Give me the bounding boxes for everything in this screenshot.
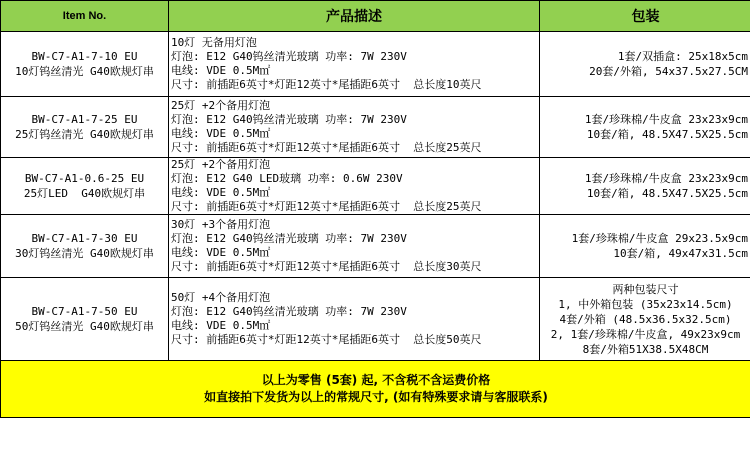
desc-size: 尺寸: 前插距6英寸*灯距12英寸*尾插距6英寸 总长度25英尺: [171, 141, 482, 154]
desc-bulb: 灯泡: E12 G40 LED玻璃 功率: 0.6W 230V: [171, 172, 403, 185]
desc-size: 尺寸: 前插距6英寸*灯距12英寸*尾插距6英寸 总长度50英尺: [171, 333, 482, 346]
table-row: [1, 215, 750, 278]
item-number-cell: [1, 158, 169, 215]
pack-line: 10套/箱, 48.5X47.5X25.5cm: [586, 187, 748, 200]
footer-note: [1, 361, 750, 418]
item-code: BW-C7-A1-7-25 EU: [31, 113, 138, 126]
description-cell: [169, 278, 540, 361]
item-name: 30灯钨丝清光 G40欧规灯串: [15, 247, 154, 260]
desc-bulb: 灯泡: E12 G40钨丝清光玻璃 功率: 7W 230V: [171, 305, 407, 318]
pack-line: 10套/箱, 49x47x31.5cm: [613, 247, 748, 260]
description-cell: [169, 158, 540, 215]
header-packaging: 包装: [540, 1, 750, 32]
item-number-cell: [1, 32, 169, 97]
desc-count: 25灯 +2个备用灯泡: [171, 158, 271, 171]
footer-line: 以上为零售 (5套) 起, 不含税不含运费价格: [261, 373, 491, 387]
description-cell: [169, 97, 540, 158]
pack-line: 1套/双插盒: 25x18x5cm: [617, 50, 748, 63]
item-code: BW-C7-A1-7-50 EU: [31, 305, 138, 318]
pack-line: 8套/外箱51X38.5X48CM: [582, 342, 709, 356]
packaging-cell: [540, 32, 750, 97]
table-row: [1, 32, 750, 97]
header-description: 产品描述: [169, 1, 540, 32]
item-code: BW-C7-A1-7-30 EU: [31, 232, 138, 245]
desc-bulb: 灯泡: E12 G40钨丝清光玻璃 功率: 7W 230V: [171, 113, 407, 126]
item-name: 25灯LED G40欧规灯串: [23, 187, 146, 200]
table-row: [1, 158, 750, 215]
packaging-cell: [540, 215, 750, 278]
item-number-cell: [1, 278, 169, 361]
item-number-cell: [1, 215, 169, 278]
item-name: 50灯钨丝清光 G40欧规灯串: [15, 320, 154, 333]
desc-count: 25灯 +2个备用灯泡: [171, 99, 271, 112]
packaging-cell: [540, 158, 750, 215]
footer-line: 如直接拍下发货为以上的常规尺寸, (如有特殊要求请与客服联系): [204, 390, 548, 404]
pack-line: 1套/珍珠棉/牛皮盒 23x23x9cm: [584, 113, 748, 126]
item-name: 10灯钨丝清光 G40欧规灯串: [15, 65, 154, 78]
desc-bulb: 灯泡: E12 G40钨丝清光玻璃 功率: 7W 230V: [171, 232, 407, 245]
desc-wire: 电线: VDE 0.5M㎡: [171, 319, 271, 332]
desc-size: 尺寸: 前插距6英寸*灯距12英寸*尾插距6英寸 总长度30英尺: [171, 260, 482, 273]
item-number-cell: [1, 97, 169, 158]
desc-wire: 电线: VDE 0.5M㎡: [171, 64, 271, 77]
packaging-cell: [540, 97, 750, 158]
item-code: BW-C7-A1-7-10 EU: [31, 50, 138, 63]
desc-bulb: 灯泡: E12 G40钨丝清光玻璃 功率: 7W 230V: [171, 50, 407, 63]
desc-wire: 电线: VDE 0.5M㎡: [171, 246, 271, 259]
desc-size: 尺寸: 前插距6英寸*灯距12英寸*尾插距6英寸 总长度10英尺: [171, 78, 482, 91]
pack-line: 两种包装尺寸: [612, 282, 679, 296]
pack-line: 20套/外箱, 54x37.5x27.5CM: [589, 65, 748, 78]
pack-line: 1套/珍珠棉/牛皮盒 29x23.5x9cm: [571, 232, 748, 245]
pack-line: 10套/箱, 48.5X47.5X25.5cm: [586, 128, 748, 141]
item-name: 25灯钨丝清光 G40欧规灯串: [15, 128, 154, 141]
pack-line: 1套/珍珠棉/牛皮盒 23x23x9cm: [584, 172, 748, 185]
desc-wire: 电线: VDE 0.5M㎡: [171, 186, 271, 199]
table-row: [1, 97, 750, 158]
desc-size: 尺寸: 前插距6英寸*灯距12英寸*尾插距6英寸 总长度25英尺: [171, 200, 482, 213]
desc-count: 30灯 +3个备用灯泡: [171, 218, 271, 231]
desc-count: 50灯 +4个备用灯泡: [171, 291, 271, 304]
pack-line: 2, 1套/珍珠棉/牛皮盒, 49x23x9cm: [550, 327, 741, 341]
packaging-cell: [540, 278, 750, 361]
pack-line: 4套/外箱 (48.5x36.5x32.5cm): [559, 312, 732, 326]
description-cell: [169, 32, 540, 97]
item-code: BW-C7-A1-0.6-25 EU: [24, 172, 145, 185]
description-cell: [169, 215, 540, 278]
footer-row: [1, 361, 750, 418]
table-row: [1, 278, 750, 361]
desc-wire: 电线: VDE 0.5M㎡: [171, 127, 271, 140]
header-item-no: Item No.: [1, 1, 169, 32]
pack-line: 1, 中外箱包装 (35x23x14.5cm): [558, 297, 733, 311]
desc-count: 10灯 无备用灯泡: [171, 36, 257, 49]
header-row: [1, 1, 750, 32]
